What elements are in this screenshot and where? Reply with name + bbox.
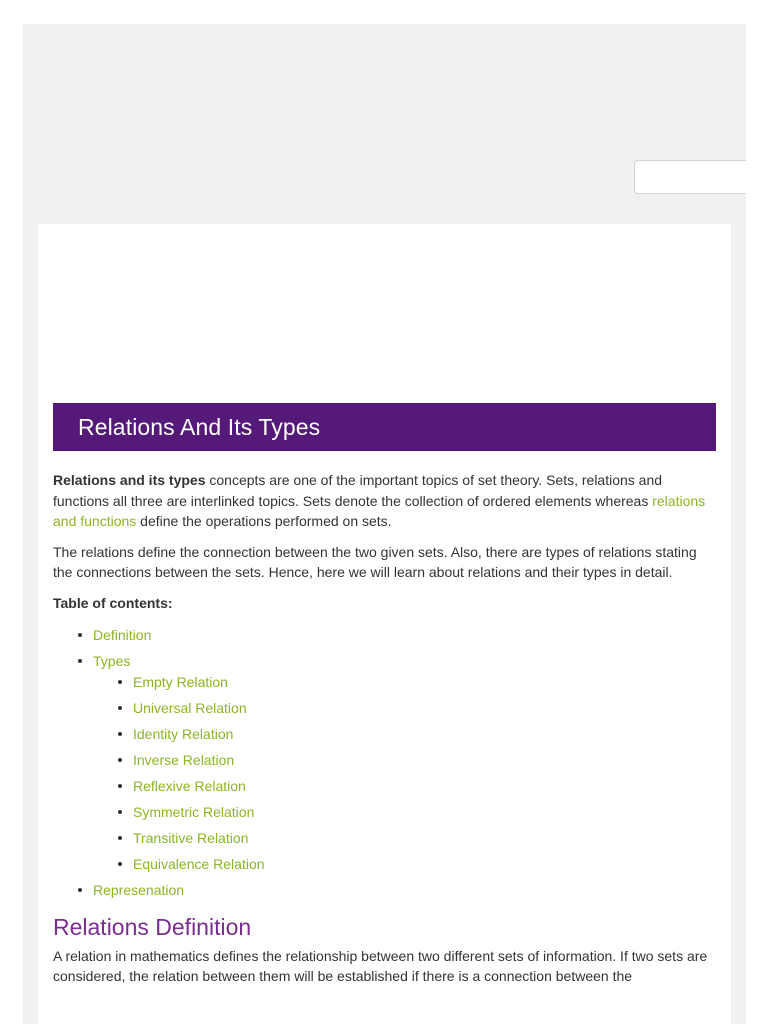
toc-link-transitive-relation[interactable]: Transitive Relation	[133, 830, 249, 846]
search-input[interactable]	[634, 160, 746, 194]
toc-item-identity-relation	[117, 721, 716, 747]
toc-link-universal-relation[interactable]: Universal Relation	[133, 700, 247, 716]
intro-paragraph	[53, 470, 716, 532]
toc-link-symmetric-relation[interactable]: Symmetric Relation	[133, 804, 255, 820]
intro-text-2: define the operations performed on sets.	[136, 513, 392, 529]
toc-link-inverse-relation[interactable]: Inverse Relation	[133, 752, 235, 768]
toc-link-identity-relation[interactable]: Identity Relation	[133, 726, 234, 742]
toc-item-represenation	[77, 877, 716, 903]
intro-text-1: concepts are one of the important topics of set theory. Sets, relations and functions all three are interlinked topics. Sets denote the collection of ordered elements whereas	[53, 472, 663, 509]
toc-item-reflexive-relation	[117, 773, 716, 799]
toc-link-empty-relation[interactable]: Empty Relation	[133, 674, 228, 690]
toc-item-definition	[77, 622, 716, 648]
toc-item-empty-relation	[117, 669, 716, 695]
toc-item-types	[77, 648, 716, 877]
section-heading-definition: Relations Definition	[53, 914, 252, 940]
toc-title: Table of contents:	[53, 594, 173, 611]
article-body	[53, 470, 716, 997]
toc-item-inverse-relation	[117, 747, 716, 773]
toc-types-sublist	[93, 669, 716, 877]
toc-link-definition[interactable]: Definition	[93, 627, 152, 643]
definition-paragraph: A relation in mathematics defines the relationship between two different sets of information. If two sets are considered, the relation between them will be established if there is a connection between the	[53, 947, 708, 984]
intro-bold: Relations and its types	[53, 472, 206, 488]
page-title: Relations And Its Types	[78, 413, 321, 440]
table-of-contents	[53, 622, 716, 903]
toc-link-reflexive-relation[interactable]: Reflexive Relation	[133, 778, 246, 794]
second-paragraph: The relations define the connection between the two given sets. Also, there are types of relations stating the connections between the sets. Hence, here we will learn about relations and their types in detail.	[53, 543, 697, 580]
toc-item-equivalence-relation	[117, 851, 716, 877]
toc-item-universal-relation	[117, 695, 716, 721]
toc-item-symmetric-relation	[117, 799, 716, 825]
title-banner	[53, 403, 716, 451]
toc-link-equivalence-relation[interactable]: Equivalence Relation	[133, 856, 265, 872]
relations-functions-link[interactable]: relations and functions	[53, 492, 706, 529]
toc-item-transitive-relation	[117, 825, 716, 851]
toc-link-represenation[interactable]: Represenation	[93, 882, 185, 898]
toc-link-types[interactable]: Types	[93, 653, 131, 669]
